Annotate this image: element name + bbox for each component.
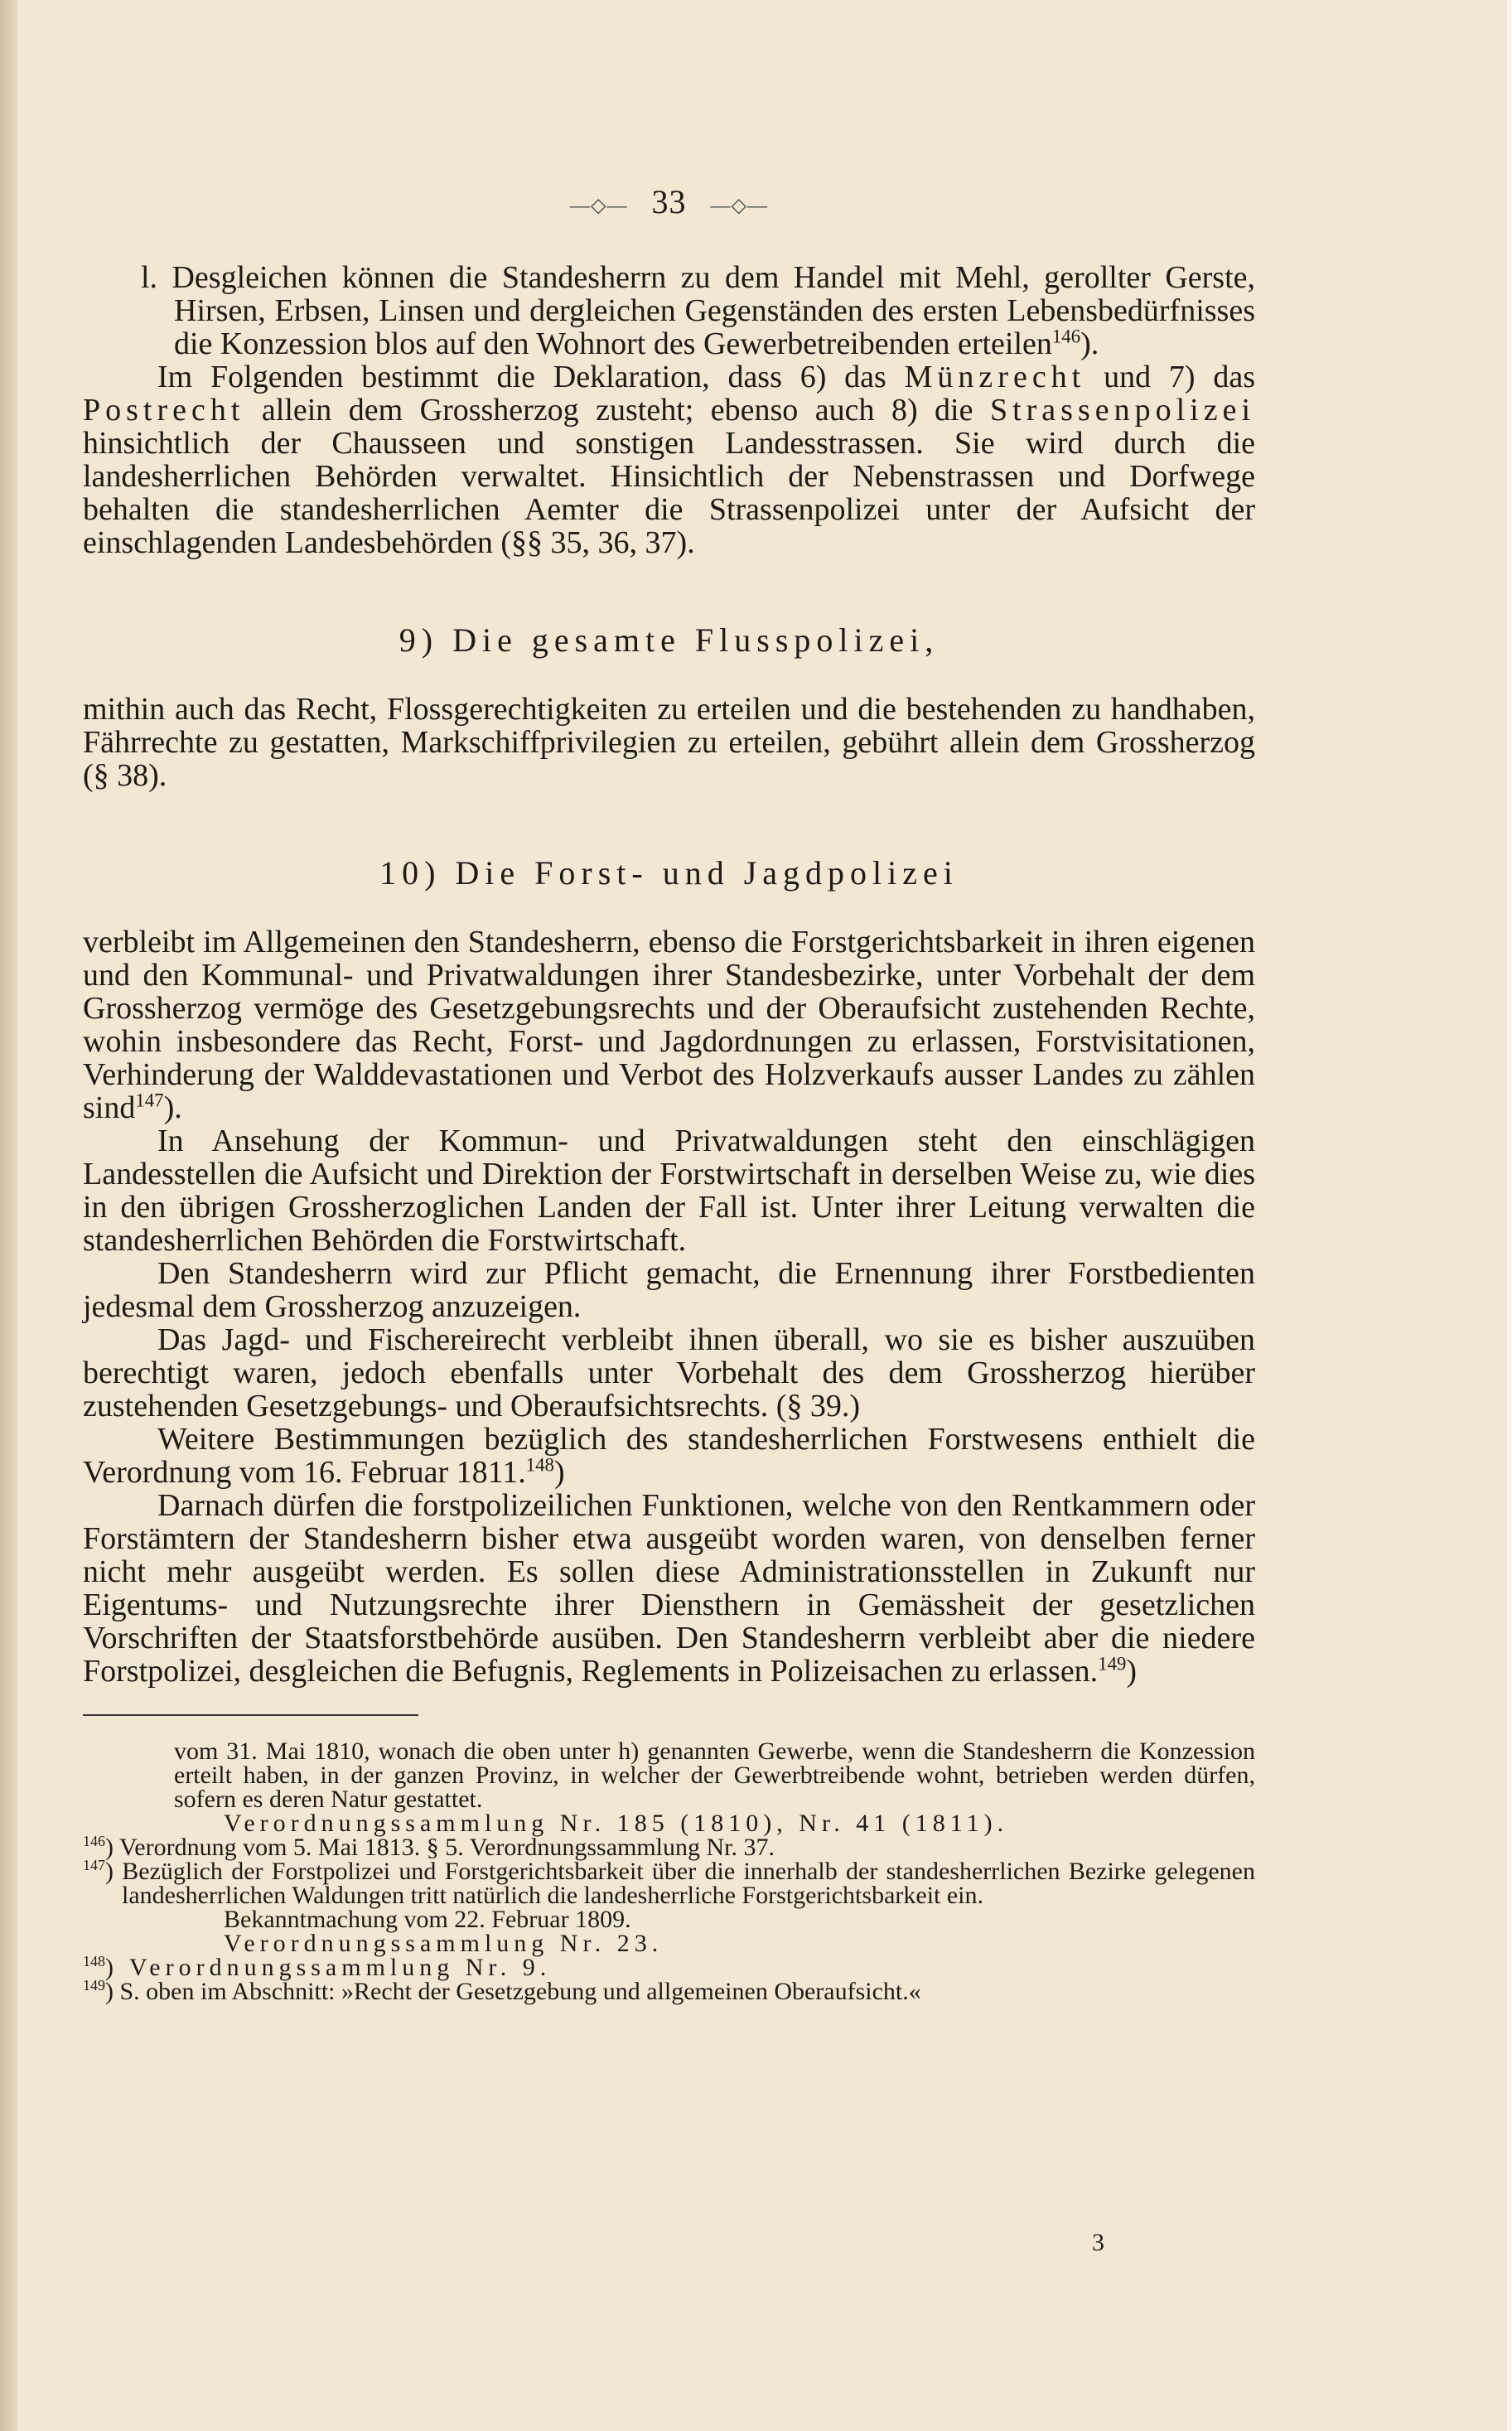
section-heading-forst-jagdpolizei: 10) Die Forst- und Jagdpolizei bbox=[379, 854, 959, 892]
paragraph-6: Den Standesherrn wird zur Pflicht gemacht, die Ernennung ihrer Forstbedienten jedesmal dem Grossherzog anzuzeigen. bbox=[83, 1256, 1255, 1324]
footnote-continuation: vom 31. Mai 1810, wonach die oben unter h) genannten Gewerbe, wenn die Standesherrn die Konzession erteilt haben, in der ganzen Provinz, in welcher der Gewerbtreibende wohnt, betrieben werden dürfen, sofern es deren Natur gestattet. bbox=[174, 1737, 1255, 1813]
footnote-divider bbox=[83, 1714, 418, 1716]
page-right-edge bbox=[1507, 0, 1512, 2431]
term-muenzrecht: Münzrecht bbox=[904, 360, 1086, 394]
paragraph-3: mithin auch das Recht, Flossgerechtigkeiten zu erteilen und die bestehenden zu handhaben, Fährrechte zu gestatten, Markschiffprivilegien zu erteilen, gebührt allein dem Grossherzog (§ 38). bbox=[83, 692, 1255, 793]
note-ref-146: 146 bbox=[1051, 326, 1081, 347]
paragraph-4: verbleibt im Allgemeinen den Standesherrn, ebenso die Forstgerichtsbarkeit in ihren eigenen und den Kommunal- und Privatwaldungen ihrer Standesbezirke, unter Vorbehalt der dem Grossherzog vermöge des Gesetzgebungsrechts und der Oberaufsicht zustehenden Rechte, wohin insbesondere das Recht, Forst- und Jagdordnungen zu erlassen, Forstvisitationen, Verhinderung der Walddevastationen und Verbot des Holzverkaufs ausser Landes zu zählen sind$^{147}$). bbox=[83, 925, 1255, 1125]
term-postrecht: Postrecht bbox=[83, 393, 245, 428]
paragraph-9: Darnach dürfen die forstpolizeilichen Funktionen, welche von den Rentkammern oder Forstämtern der Standesherrn bisher etwa ausgeübt worden waren, von denselben ferner nicht mehr ausgeübt werden. Es sollen diese Administrationsstellen in Zukunft nur Eigentums- und Nutzungsrechte ihrer Diensthern in Gemässheit der gesetzlichen Vorschriften der Staatsforstbehörde ausüben. Den Standesherrn verbleibt aber die niedere Forstpolizei, desgleichen die Befugnis, Reglements in Polizeisachen zu erlassen.$^{149}$) bbox=[83, 1488, 1255, 1689]
note-ref-148: 148 bbox=[525, 1454, 554, 1476]
page-body bbox=[83, 182, 1255, 2003]
header-ornament-left: —◇— bbox=[570, 195, 628, 217]
footnote-149: $^{149}$) S. oben im Abschnitt: »Recht der Gesetzgebung und allgemeinen Oberaufsicht.« bbox=[83, 1977, 921, 2005]
note-ref-149: 149 bbox=[1098, 1653, 1127, 1675]
footnote-147-source-2: Verordnungssammlung Nr. 23. bbox=[224, 1930, 664, 1957]
paragraph-2: Im Folgenden bestimmt die Deklaration, dass 6) das Münzrecht und 7) das Postrecht allein dem Grossherzog zusteht; ebenso auch 8) die Strassenpolizei hinsichtlich der Chausseen und sonstigen Landesstrassen. Sie wird durch die landesherrlichen Behörden verwaltet. Hinsichtlich der Nebenstrassen und Dorfwege behalten die standesherrlichen Aemter die Strassenpolizei unter der Aufsicht der einschlagenden Landesbehörden (§§ 35, 36, 37). bbox=[83, 360, 1256, 560]
running-header bbox=[83, 182, 1255, 221]
footnote-continuation-source: Verordnungssammlung Nr. 185 (1810), Nr. 41 (1811). bbox=[224, 1810, 1009, 1837]
header-page-number: 33 bbox=[651, 183, 687, 220]
header-ornament-right: —◇— bbox=[710, 195, 768, 217]
footnote-147: $^{147}$) Bezüglich der Forstpolizei und Forstgerichtsbarkeit über die innerhalb der standesherrlichen Bezirke gelegenen landesherrlichen Waldungen tritt natürlich die landesherrliche Forstgerichtsbarkeit ein. bbox=[83, 1857, 1255, 1909]
page-left-edge bbox=[0, 0, 18, 2431]
footnotes bbox=[83, 1739, 1255, 2003]
paragraph-8: Weitere Bestimmungen bezüglich des standesherrlichen Forstwesens enthielt die Verordnung vom 16. Februar 1811.$^{148}$) bbox=[83, 1422, 1255, 1490]
paragraph-1: l. Desgleichen können die Standesherrn zu dem Handel mit Mehl, gerollter Gerste, Hirsen, Erbsen, Linsen und dergleichen Gegenständen des ersten Lebensbedürfnisses die Konzession blos auf den Wohnort des Gewerbetreibenden erteilen$^{146}$). bbox=[141, 260, 1255, 361]
page-number-footer: 3 bbox=[1092, 2229, 1104, 2256]
footnote-147-source-1: Bekanntmachung vom 22. Februar 1809. bbox=[224, 1906, 631, 1933]
paragraph-5: In Ansehung der Kommun- und Privatwaldungen steht den einschlägigen Landesstellen die Aufsicht und Direktion der Forstwirtschaft in derselben Weise zu, wie dies in den übrigen Grossherzoglichen Landen der Fall ist. Unter ihrer Leitung verwalten die standesherrlichen Behörden die Forstwirtschaft. bbox=[83, 1124, 1255, 1258]
section-heading-flusspolizei: 9) Die gesamte Flusspolizei, bbox=[399, 621, 940, 659]
footnote-148: $^{148}$) Verordnungssammlung Nr. 9. bbox=[83, 1953, 552, 1981]
footnote-146: $^{146}$) Verordnung vom 5. Mai 1813. § 5. Verordnungssammlung Nr. 37. bbox=[83, 1833, 775, 1861]
term-strassenpolizei: Strassenpolizei bbox=[989, 393, 1255, 428]
note-ref-147: 147 bbox=[135, 1090, 164, 1111]
paragraph-7: Das Jagd- und Fischereirecht verbleibt ihnen überall, wo sie es bisher auszuüben berechtigt waren, jedoch ebenfalls unter Vorbehalt des dem Grossherzog hierüber zustehenden Gesetzgebungs- und Oberaufsichtsrechts. (§ 39.) bbox=[83, 1322, 1255, 1423]
